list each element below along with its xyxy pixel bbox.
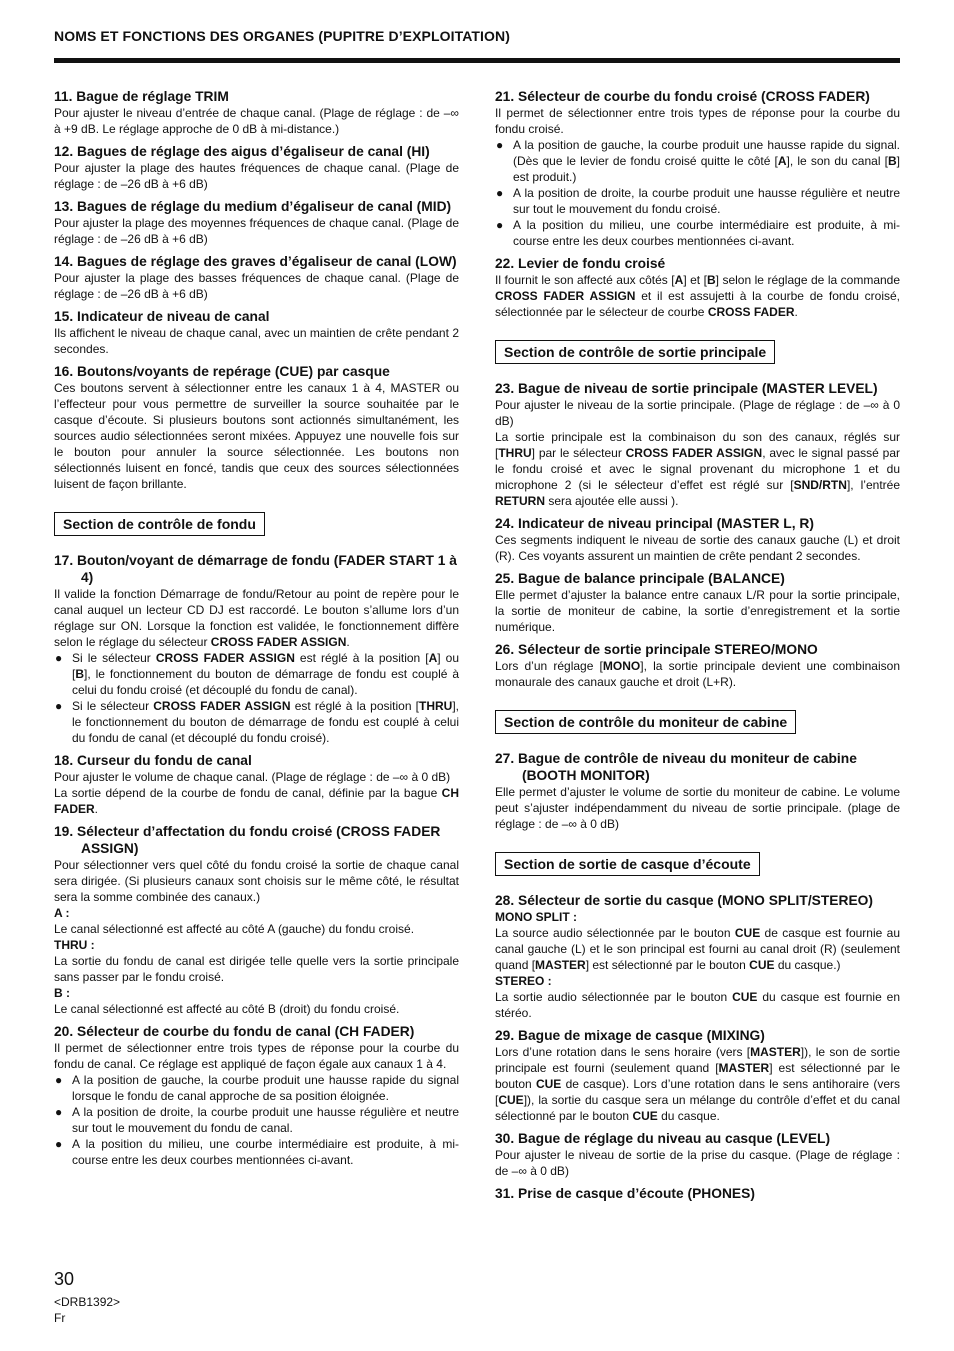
item-text: Lors d’une rotation dans le sens horaire (vers [MASTER]), le son de sortie principale est fourni (seulement quand [MASTER] est sélectionné par le bouton CUE de casque). Lors d’une rotation dans le sens antihoraire (vers [CUE]), la sortie du casque sera un mélange du contrôle d’effet et du canal sélectionné par le bouton CUE du casque.: [495, 1045, 900, 1123]
item-18: [54, 752, 459, 817]
item-text: Il fournit le son affecté aux côtés [A] et [B] selon le réglage de la commande CROSS FADER ASSIGN et il est assujetti à la courbe de fondu croisé, sélectionnée par le sélecteur de courbe CROSS FADER.: [495, 273, 901, 319]
item-23: [495, 380, 900, 509]
section-heading-cabine: Section de contrôle du moniteur de cabine: [495, 710, 796, 734]
item-text: Pour ajuster la plage des moyennes fréquences de chaque canal. (Plage de réglage : de –26 dB à +6 dB): [54, 216, 459, 246]
language-code: Fr: [54, 1311, 66, 1325]
item-text: Elle permet d’ajuster la balance entre canaux L/R pour la sortie principale, la sortie de moniteur de cabine, la sortie d’enregistrement et la sortie numérique.: [495, 588, 900, 634]
doc-code: <DRB1392>: [54, 1295, 121, 1309]
header-rule: [54, 58, 900, 63]
item-title: 13. Bagues de réglage du medium d’égaliseur de canal (MID): [54, 199, 452, 214]
item-text: Ces segments indiquent le niveau de sortie des canaux gauche (L) et droit (R). Ces voyants assurent un maintien de crête pendant 2 secondes.: [495, 533, 900, 563]
item-text: Pour ajuster la plage des hautes fréquences de chaque canal. (Plage de réglage : de –26 dB à +6 dB): [54, 161, 459, 191]
item-text: Lors d’un réglage [MONO], la sortie principale devient une combinaison monaurale des canaux gauche et droit (L+R).: [495, 659, 900, 689]
bullet-item: ● A la position du milieu, une courbe intermédiaire est produite, à mi-course entre les deux courbes mentionnées ci-avant.: [55, 1137, 459, 1167]
bullet-icon: ●: [55, 651, 63, 665]
item-title: 17. Bouton/voyant de démarrage de fondu (FADER START 1 à 4): [54, 553, 457, 585]
item-title: 19. Sélecteur d’affectation du fondu croisé (CROSS FADER ASSIGN): [54, 824, 441, 856]
item-11: [54, 88, 459, 137]
item-title: 15. Indicateur de niveau de canal: [54, 309, 270, 324]
bullet-icon: ●: [55, 1073, 63, 1087]
option-text: La sortie du fondu de canal est dirigée telle quelle vers la sortie principale sans passer par le fondu croisé.: [54, 954, 459, 984]
item-12: [54, 143, 459, 192]
bullet-icon: ●: [55, 1105, 63, 1119]
right-column: [495, 88, 900, 1208]
item-17: [54, 552, 459, 746]
bullet-icon: ●: [55, 699, 63, 713]
item-title: 25. Bague de balance principale (BALANCE): [495, 571, 785, 586]
option-label: THRU :: [54, 938, 95, 952]
item-title: 27. Bague de contrôle de niveau du moniteur de cabine (BOOTH MONITOR): [495, 751, 857, 783]
option-text: Le canal sélectionné est affecté au côté A (gauche) du fondu croisé.: [54, 922, 415, 936]
item-text: Pour ajuster le niveau de sortie de la prise du casque. (Plage de réglage : de –∞ à 0 dB): [495, 1148, 900, 1178]
item-text: Elle permet d’ajuster le volume de sortie du moniteur de cabine. Le volume peut s’ajuster indépendamment du niveau de sortie principale. (plage de réglage : de –∞ à 0 dB): [495, 785, 900, 831]
item-26: [495, 641, 900, 690]
bullet-item: ● Si le sélecteur CROSS FADER ASSIGN est réglé à la position [THRU], le fonctionnement du bouton de démarrage de fondu est couplé à celui du fondu de canal (et découplé du fondu croisé).: [55, 699, 460, 745]
item-20: [54, 1023, 459, 1168]
item-16: [54, 363, 459, 492]
option-text: La sortie audio sélectionnée par le bouton CUE du casque est fournie en stéréo.: [495, 990, 900, 1020]
item-text: Ces boutons servent à sélectionner entre les canaux 1 à 4, MASTER ou l’effecteur pour vous permettre de surveiller la source souhaitée par le casque d’écoute. Si plusieurs boutons sont actionnés simultanément, les sources audio sélectionnées seront mixées. Appuyez une nouvelle fois sur le bouton pour annuler la source sélectionnée. Les boutons non sélectionnés luisent en foncé, tandis que ceux des sources sélectionnées luisent de façon brillante.: [54, 381, 459, 491]
bullet-item: ● A la position de droite, la courbe produit une hausse régulière et neutre sur tout le mouvement du fondu croisé.: [496, 186, 900, 216]
item-text: La sortie principale est la combinaison du son des canaux, réglés sur [THRU] par le sélecteur CROSS FADER ASSIGN, avec le signal passé par le fondu croisé et avec le signal provenant du microphone 1 et du microphone 2 (si le sélecteur d’effet est réglé sur [SND/RTN], l’entrée RETURN sera ajoutée elle aussi ).: [495, 430, 901, 508]
item-25: [495, 570, 900, 635]
item-24: [495, 515, 900, 564]
page-header: [54, 28, 900, 44]
item-29: [495, 1027, 900, 1124]
item-title: 26. Sélecteur de sortie principale STEREO/MONO: [495, 642, 818, 657]
item-text: Il valide la fonction Démarrage de fondu/Retour au point de repère pour le canal auquel un lecteur CD DJ est raccordé. Le bouton s’allume lors d’un réglage sur ON. Lorsque la fonction est validée, le fonctionnement diffère selon le réglage du sélecteur CROSS FADER ASSIGN.: [54, 587, 459, 649]
option-text: Le canal sélectionné est affecté au côté B (droit) du fondu croisé.: [54, 1002, 400, 1016]
item-title: 30. Bague de réglage du niveau au casque (LEVEL): [495, 1131, 831, 1146]
option-label: STEREO :: [495, 974, 552, 988]
bullet-icon: ●: [496, 138, 504, 152]
item-title: 11. Bague de réglage TRIM: [54, 89, 229, 104]
section-heading-fondu: Section de contrôle de fondu: [54, 512, 265, 536]
item-text: Ils affichent le niveau de chaque canal, avec un maintien de crête pendant 2 secondes.: [54, 326, 459, 356]
item-title: 21. Sélecteur de courbe du fondu croisé (CROSS FADER): [495, 89, 870, 104]
bullet-icon: ●: [496, 186, 504, 200]
item-text: La sortie dépend de la courbe de fondu de canal, définie par la bague CH FADER.: [54, 786, 459, 816]
option-label: A :: [54, 906, 70, 920]
item-title: 20. Sélecteur de courbe du fondu de canal (CH FADER): [54, 1024, 415, 1039]
item-text: Pour sélectionner vers quel côté du fondu croisé la sortie de chaque canal sera dirigée. (Si plusieurs canaux sont choisis sur le même côté, le résultat sera la somme combinée des canaux.): [54, 858, 459, 904]
bullet-item: ● Si le sélecteur CROSS FADER ASSIGN est réglé à la position [A] ou [B], le fonctionnement du bouton de démarrage de fondu est couplé à celui du fondu croisé (et découplé du fondu de canal).: [55, 651, 459, 697]
bullet-icon: ●: [55, 1137, 63, 1151]
bullet-icon: ●: [496, 218, 504, 232]
item-text: Pour ajuster le niveau d’entrée de chaque canal. (Plage de réglage : de –∞ à +9 dB. Le réglage approche de 0 dB à mi-distance.): [54, 106, 459, 136]
item-title: 16. Boutons/voyants de repérage (CUE) par casque: [54, 364, 390, 379]
bullet-item: ● A la position du milieu, une courbe intermédiaire est produite, à mi-course entre les deux courbes mentionnées ci-avant.: [496, 218, 900, 248]
document-code: [54, 1294, 120, 1326]
item-text: Il permet de sélectionner entre trois types de réponse pour la courbe du fondu croisé.: [495, 106, 900, 136]
item-title: 22. Levier de fondu croisé: [495, 256, 666, 271]
item-27: [495, 750, 900, 832]
bullet-item: ● A la position de droite, la courbe produit une hausse régulière et neutre sur tout le mouvement du fondu de canal.: [55, 1105, 459, 1135]
left-column: [54, 88, 459, 1174]
bullet-item: ● A la position de gauche, la courbe produit une hausse rapide du signal lorsque le fondu de canal approche de sa position éloignée.: [55, 1073, 459, 1103]
item-title: 12. Bagues de réglage des aigus d’égaliseur de canal (HI): [54, 144, 430, 159]
item-text: Pour ajuster le volume de chaque canal. (Plage de réglage : de –∞ à 0 dB): [54, 770, 451, 784]
item-title: 23. Bague de niveau de sortie principale (MASTER LEVEL): [495, 381, 878, 396]
item-title: 24. Indicateur de niveau principal (MASTER L, R): [495, 516, 814, 531]
item-19: [54, 823, 459, 1017]
item-13: [54, 198, 459, 247]
item-28: [495, 892, 900, 1021]
item-31: [495, 1185, 900, 1202]
item-title: 29. Bague de mixage de casque (MIXING): [495, 1028, 765, 1043]
bullet-item: ● A la position de gauche, la courbe produit une hausse rapide du signal. (Dès que le levier de fondu croisé quitte le côté [A], le son du canal [B] est produit.): [496, 138, 900, 184]
option-label: MONO SPLIT :: [495, 910, 577, 924]
section-heading-casque: Section de sortie de casque d’écoute: [495, 852, 760, 876]
item-15: [54, 308, 459, 357]
item-30: [495, 1130, 900, 1179]
section-heading-principale: Section de contrôle de sortie principale: [495, 340, 775, 364]
item-title: 28. Sélecteur de sortie du casque (MONO SPLIT/STEREO): [495, 893, 873, 908]
option-text: La source audio sélectionnée par le bouton CUE de casque est fournie au canal gauche (L) et le son principal est fourni au canal droit (R) (seulement quand [MASTER] est sélectionné par le bouton CUE du casque.): [495, 926, 900, 972]
item-22: [495, 255, 900, 320]
option-label: B :: [54, 986, 70, 1000]
item-text: Pour ajuster la plage des basses fréquences de chaque canal. (Plage de réglage : de –26 dB à +6 dB): [54, 271, 459, 301]
item-14: [54, 253, 459, 302]
item-21: [495, 88, 900, 249]
item-title: 14. Bagues de réglage des graves d’égaliseur de canal (LOW): [54, 254, 457, 269]
item-title: 31. Prise de casque d’écoute (PHONES): [495, 1186, 755, 1201]
page-number: 30: [54, 1269, 75, 1289]
item-text: Il permet de sélectionner entre trois types de réponse pour la courbe du fondu de canal. Ce réglage est appliqué de façon égale aux canaux 1 à 4.: [54, 1041, 459, 1071]
item-title: 18. Curseur du fondu de canal: [54, 753, 252, 768]
item-text: Pour ajuster le niveau de la sortie principale. (Plage de réglage : de –∞ à 0 dB): [495, 398, 900, 428]
header-title: NOMS ET FONCTIONS DES ORGANES (PUPITRE D’EXPLOITATION): [54, 28, 511, 44]
